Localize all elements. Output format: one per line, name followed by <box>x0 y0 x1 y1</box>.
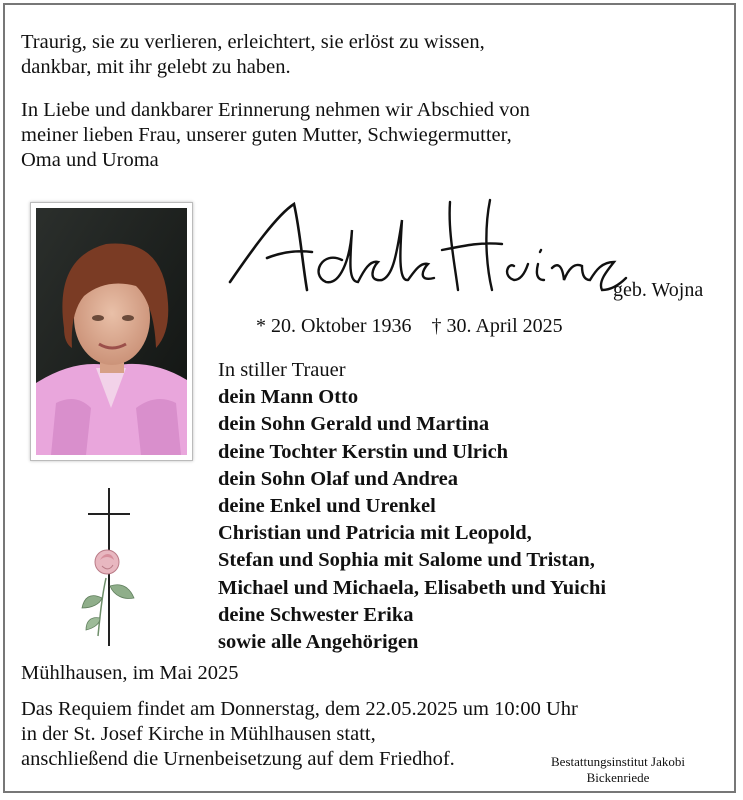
requiem-line-1: Das Requiem findet am Donnerstag, dem 22.05.2025 um 10:00 Uhr <box>21 698 578 720</box>
mourner-line: Stefan und Sophia mit Salome und Tristan, <box>218 549 595 572</box>
mourner-line: dein Sohn Gerald und Martina <box>218 413 490 436</box>
intro-announcement <box>21 98 530 173</box>
mourner-line: Christian und Patricia mit Leopold, <box>218 522 532 545</box>
undertaker-name: Bestattungsinstitut Jakobi <box>551 754 685 769</box>
mourners-heading: In stiller Trauer <box>218 359 346 381</box>
mourner-line: dein Sohn Olaf und Andrea <box>218 467 459 490</box>
undertaker-town: Bickenriede <box>586 770 650 785</box>
birth-date: * 20. Oktober 1936 <box>256 315 412 337</box>
intro-line-5: Oma und Uroma <box>21 149 159 171</box>
intro-verse <box>21 30 485 80</box>
mourner-line: Michael und Michaela, Elisabeth und Yuichi <box>218 576 607 599</box>
mourner-line: sowie alle Angehörigen <box>218 631 419 654</box>
undertaker-credit <box>548 754 688 786</box>
place-date: Mühlhausen, im Mai 2025 <box>21 662 239 684</box>
intro-line-2: dankbar, mit ihr gelebt zu haben. <box>21 56 291 78</box>
mourner-line: dein Mann Otto <box>218 386 359 409</box>
mourner-line: deine Enkel und Urenkel <box>218 495 436 518</box>
cross-with-rose-icon <box>76 486 140 648</box>
intro-line-1: Traurig, sie zu verlieren, erleichtert, sie erlöst zu wissen, <box>21 31 485 53</box>
death-date: † 30. April 2025 <box>431 315 563 337</box>
portrait-photo-frame <box>30 202 193 461</box>
mourners-list <box>218 357 606 656</box>
requiem-line-3: anschließend die Urnenbeisetzung auf dem Friedhof. <box>21 748 455 770</box>
birth-name: geb. Wojna <box>613 279 704 301</box>
intro-line-4: meiner lieben Frau, unserer guten Mutter, Schwiegermutter, <box>21 124 512 146</box>
intro-line-3: In Liebe und dankbarer Erinnerung nehmen wir Abschied von <box>21 99 530 121</box>
portrait-photo <box>36 208 187 455</box>
mourner-line: deine Schwester Erika <box>218 603 414 626</box>
deceased-name-signature <box>222 190 632 315</box>
mourner-line: deine Tochter Kerstin und Ulrich <box>218 440 509 463</box>
requiem-line-2: in der St. Josef Kirche in Mühlhausen statt, <box>21 723 376 745</box>
life-dates <box>256 315 563 338</box>
requiem-info <box>21 697 578 772</box>
